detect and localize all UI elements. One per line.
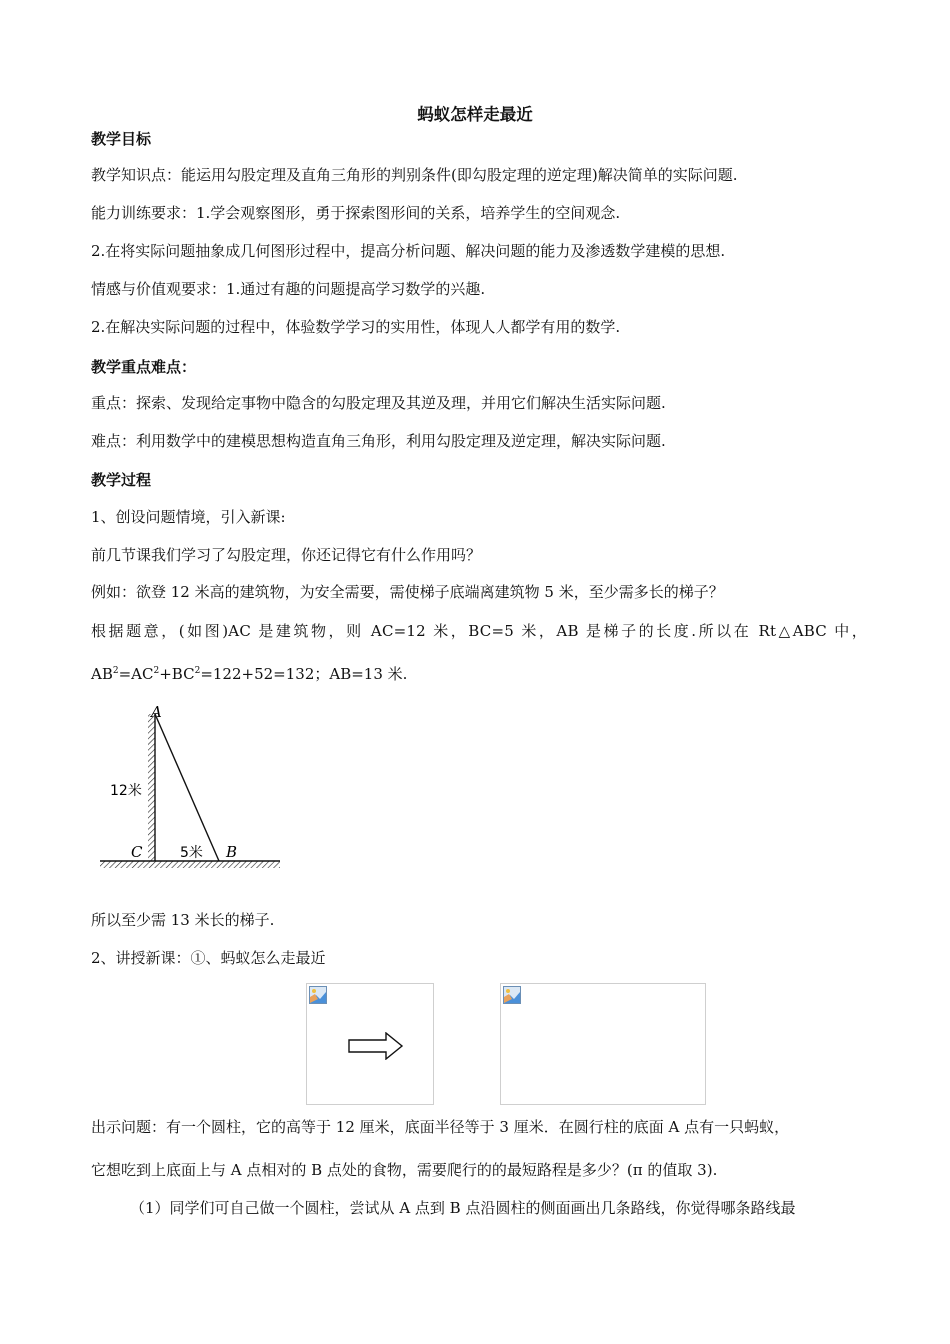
equation-superscript: 2 bbox=[153, 666, 160, 676]
heading-teaching-goals: 教学目标 bbox=[91, 130, 152, 148]
label-a: A bbox=[151, 703, 162, 721]
equation-part: AB bbox=[91, 665, 113, 683]
paragraph-question: 前几节课我们学习了勾股定理，你还记得它有什么作用吗？ bbox=[91, 546, 482, 564]
ladder-building-diagram bbox=[96, 700, 286, 876]
paragraph-problem-2: 它想吃到上底面上与 A 点相对的 B 点处的食物，需要爬行的的最短路程是多少？(π 的值取 3). bbox=[91, 1161, 718, 1179]
heading-teaching-process: 教学过程 bbox=[91, 471, 152, 489]
equation-part: =122+52=132；AB=13 米. bbox=[200, 665, 408, 683]
paragraph-emotion-2: 2.在解决实际问题的过程中，体验数学学习的实用性，体现人人都学有用的数学. bbox=[91, 318, 621, 336]
paragraph-step-1: 1、创设问题情境，引入新课: bbox=[91, 508, 286, 526]
ground-hatch bbox=[100, 861, 280, 868]
broken-image-icon bbox=[503, 986, 521, 1004]
right-arrow-icon bbox=[348, 1032, 404, 1060]
image-frame-left bbox=[306, 983, 434, 1105]
paragraph-solution: 根据题意，(如图)AC 是建筑物，则 AC=12 米，BC=5 米，AB 是梯子的长度.所以在 Rt△ABC 中， bbox=[91, 622, 867, 640]
building-wall bbox=[148, 714, 155, 861]
equation-part: +BC bbox=[159, 665, 195, 683]
paragraph-equation bbox=[91, 663, 407, 685]
label-height-12m: 12米 bbox=[110, 783, 142, 799]
paragraph-example: 例如：欲登 12 米高的建筑物，为安全需要，需使梯子底端离建筑物 5 米，至少需多长的梯子？ bbox=[91, 583, 724, 601]
paragraph-ability-1: 能力训练要求：1.学会观察图形，勇于探索图形间的关系，培养学生的空间观念. bbox=[91, 204, 621, 222]
equation-part: =AC bbox=[118, 665, 154, 683]
paragraph-emotion-1: 情感与价值观要求：1.通过有趣的问题提高学习数学的兴趣. bbox=[91, 280, 486, 298]
paragraph-step-2: 2、讲授新课：①、蚂蚁怎么走最近 bbox=[91, 949, 326, 967]
broken-image-icon bbox=[309, 986, 327, 1004]
ladder-ab bbox=[155, 714, 219, 861]
equation-superscript: 2 bbox=[112, 666, 119, 676]
label-c: C bbox=[131, 843, 143, 861]
heading-key-points: 教学重点难点： bbox=[91, 358, 197, 376]
image-frame-right bbox=[500, 983, 706, 1105]
paragraph-ability-2: 2.在将实际问题抽象成几何图形过程中，提高分析问题、解决问题的能力及渗透数学建模的思想. bbox=[91, 242, 726, 260]
paragraph-conclusion: 所以至少需 13 米长的梯子. bbox=[91, 911, 275, 929]
label-b: B bbox=[226, 843, 238, 861]
paragraph-difficult-point: 难点：利用数学中的建模思想构造直角三角形，利用勾股定理及逆定理，解决实际问题. bbox=[91, 432, 666, 450]
equation-superscript: 2 bbox=[194, 666, 201, 676]
paragraph-knowledge: 教学知识点：能运用勾股定理及直角三角形的判别条件(即勾股定理的逆定理)解决简单的实际问题. bbox=[91, 166, 738, 184]
paragraph-key-point: 重点：探索、发现给定事物中隐含的勾股定理及其逆及理，并用它们解决生活实际问题. bbox=[91, 394, 666, 412]
paragraph-task-1: （1）同学们可自己做一个圆柱，尝试从 A 点到 B 点沿圆柱的侧面画出几条路线，你觉得哪条路线最 bbox=[130, 1199, 796, 1217]
label-base-5m: 5米 bbox=[180, 845, 203, 861]
document-title: 蚂蚁怎样走最近 bbox=[417, 105, 533, 124]
paragraph-problem-1: 出示问题：有一个圆柱，它的高等于 12 厘米，底面半径等于 3 厘米．在圆行柱的底面 A 点有一只蚂蚁， bbox=[91, 1118, 790, 1136]
